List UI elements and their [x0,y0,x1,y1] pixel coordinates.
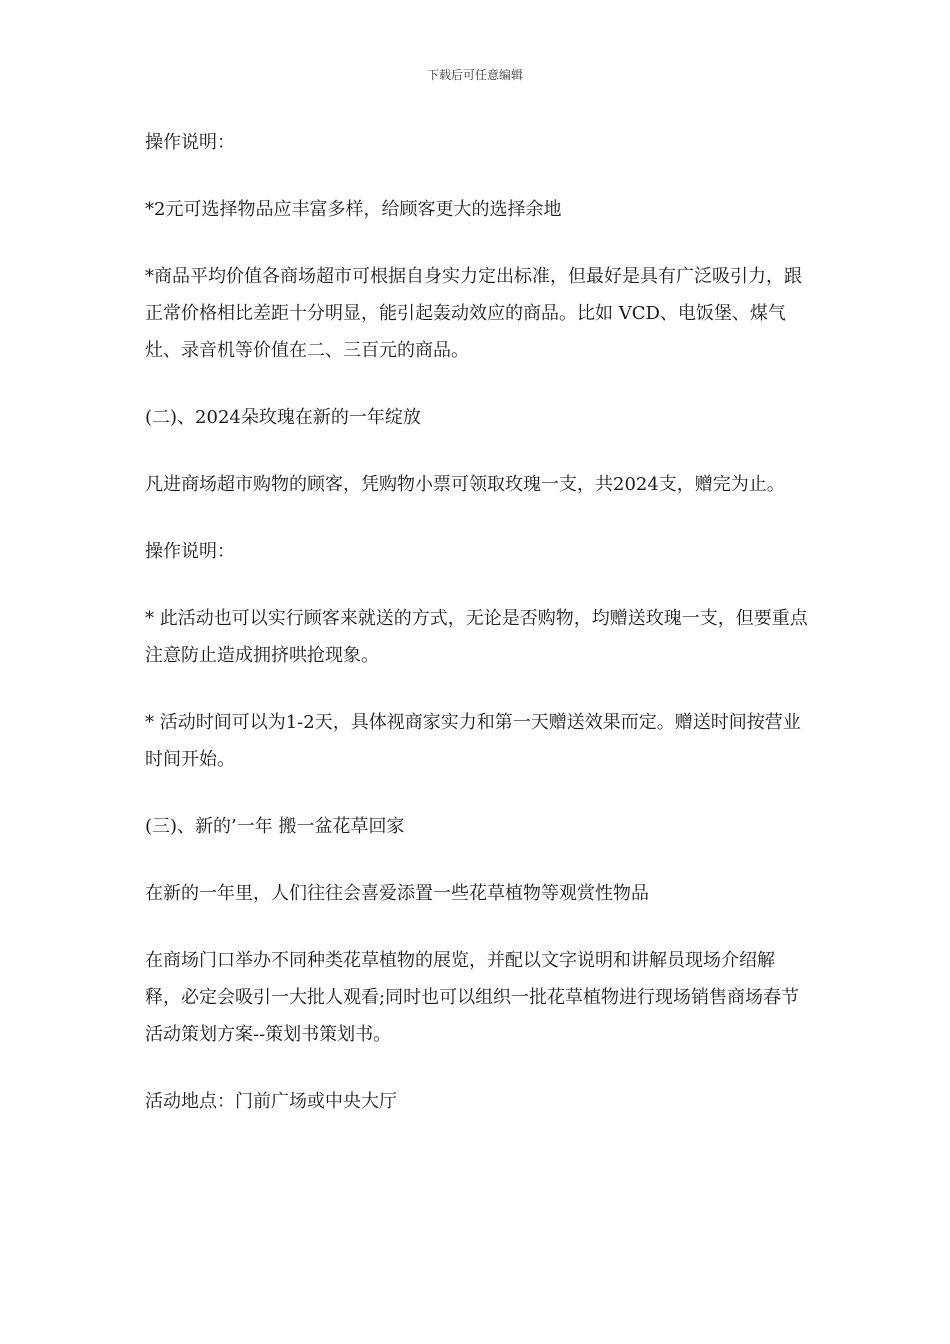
paragraph-item-selection: *2元可选择物品应丰富多样，给顾客更大的选择余地 [145,199,562,220]
document-body [145,124,810,1120]
paragraph-operation-note-1: 操作说明： [145,132,235,153]
paragraph-operation-note-2: 操作说明： [145,541,235,562]
section-heading-plants: (三)、新的’一年 搬一盆花草回家 [145,816,405,837]
paragraph-average-value: *商品平均价值各商场超市可根据自身实力定出标准，但最好是具有广泛吸引力，跟正常价格相比差距十分明显，能引起轰动效应的商品。比如 VCD、电饭堡、煤气灶、录音机等价值在二、三百元的商品。 [145,266,802,361]
page-header-note: 下载后可任意编辑 [426,68,523,82]
paragraph-rose-free-gift: * 此活动也可以实行顾客来就送的方式，无论是否购物，均赠送玫瑰一支，但要重点注意防止造成拥挤哄抢现象。 [145,608,808,666]
paragraph-activity-location: 活动地点：门前广场或中央大厅 [145,1091,397,1112]
paragraph-rose-receipt: 凡进商场超市购物的顾客，凭购物小票可领取玫瑰一支，共2024支，赠完为止。 [145,474,785,495]
paragraph-plant-exhibition: 在商场门口举办不同种类花草植物的展览，并配以文字说明和讲解员现场介绍解释，必定会吸引一大批人观看;同时也可以组织一批花草植物进行现场销售商场春节活动策划方案--策划书策划书。 [145,950,800,1045]
paragraph-activity-duration: * 活动时间可以为1-2天，具体视商家实力和第一天赠送效果而定。赠送时间按营业时间开始。 [145,712,801,770]
paragraph-new-year-plants: 在新的一年里，人们往往会喜爱添置一些花草植物等观赏性物品 [145,883,649,904]
section-heading-roses: (二)、2024朵玫瑰在新的一年绽放 [145,407,421,428]
